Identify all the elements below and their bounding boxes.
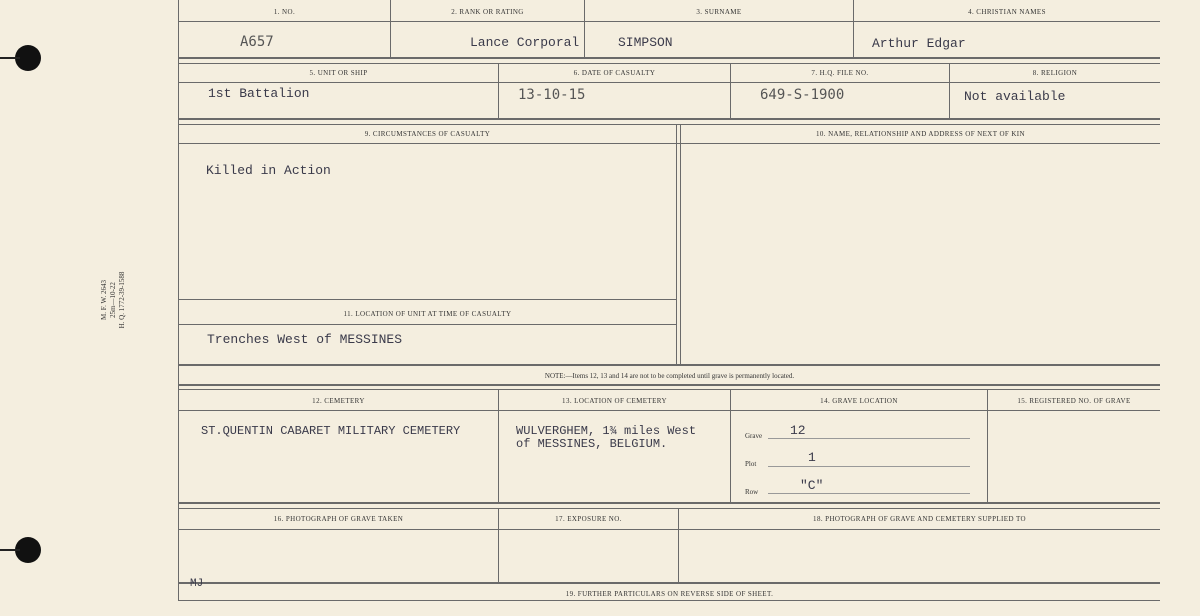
value-rank: Lance Corporal <box>470 35 580 50</box>
header-photograph-of-grave: 16. PHOTOGRAPH OF GRAVE TAKEN <box>273 515 404 523</box>
form-code <box>100 240 140 360</box>
punch-hole-top-mark <box>0 57 20 59</box>
value-no: A657 <box>240 34 274 50</box>
grave-value: 12 <box>790 423 806 438</box>
header-christian-names: 4. CHRISTIAN NAMES <box>968 8 1046 16</box>
value-date: 13-10-15 <box>518 87 586 103</box>
form-code-line-2: 25m—10-22 <box>109 282 117 318</box>
header-date: 6. DATE OF CASUALTY <box>573 69 656 77</box>
plot-value: 1 <box>808 450 816 465</box>
value-location-of-cemetery-line-2: of MESSINES, BELGIUM. <box>516 437 668 451</box>
row-label: Row <box>745 488 759 496</box>
header-registered-no: 15. REGISTERED NO. OF GRAVE <box>1017 397 1131 405</box>
header-surname: 3. SURNAME <box>696 8 742 16</box>
row-value: "C" <box>800 478 824 493</box>
form-code-line-1: M. F. W. 2643 <box>100 280 108 320</box>
header-hq-file: 7. H.Q. FILE NO. <box>811 69 869 77</box>
footer-further-particulars: 19. FURTHER PARTICULARS ON REVERSE SIDE OF SHEET. <box>565 590 774 598</box>
left-border <box>178 0 179 600</box>
form-code-line-3: H. Q. 1772-39-1588 <box>118 271 126 329</box>
header-location-of-cemetery: 13. LOCATION OF CEMETERY <box>562 397 667 405</box>
header-grave-location: 14. GRAVE LOCATION <box>820 397 898 405</box>
header-next-of-kin: 10. NAME, RELATIONSHIP AND ADDRESS OF NEXT OF KIN <box>815 130 1025 138</box>
value-circumstances: Killed in Action <box>206 163 331 178</box>
header-religion: 8. RELIGION <box>1032 69 1078 77</box>
value-location-of-cemetery-line-1: WULVERGHEM, 1¾ miles West <box>516 424 697 438</box>
value-christian-names: Arthur Edgar <box>872 36 966 51</box>
header-circumstances: 9. CIRCUMSTANCES OF CASUALTY <box>364 130 491 138</box>
value-location-of-unit: Trenches West of MESSINES <box>207 332 403 347</box>
note-text: NOTE:—Items 12, 13 and 14 are not to be completed until grave is permanently located. <box>544 372 795 380</box>
header-exposure-no: 17. EXPOSURE NO. <box>555 515 622 523</box>
header-unit: 5. UNIT OR SHIP <box>309 69 368 77</box>
value-religion: Not available <box>964 89 1066 104</box>
header-rank: 2. RANK OR RATING <box>451 8 524 16</box>
header-no: 1. NO. <box>273 8 296 16</box>
plot-label: Plot <box>745 460 757 468</box>
initials: MJ <box>190 578 204 590</box>
header-photograph-supplied: 18. PHOTOGRAPH OF GRAVE AND CEMETERY SUPPLIED TO <box>813 515 1026 523</box>
grave-label: Grave <box>745 432 763 440</box>
value-hq-file: 649-S-1900 <box>760 87 845 103</box>
value-unit: 1st Battalion <box>208 86 310 101</box>
header-cemetery: 12. CEMETERY <box>312 397 365 405</box>
value-surname: SIMPSON <box>618 35 673 50</box>
header-location-of-unit: 11. LOCATION OF UNIT AT TIME OF CASUALTY <box>343 310 512 318</box>
value-cemetery: ST.QUENTIN CABARET MILITARY CEMETERY <box>201 424 461 438</box>
punch-hole-bottom-mark <box>0 549 20 551</box>
